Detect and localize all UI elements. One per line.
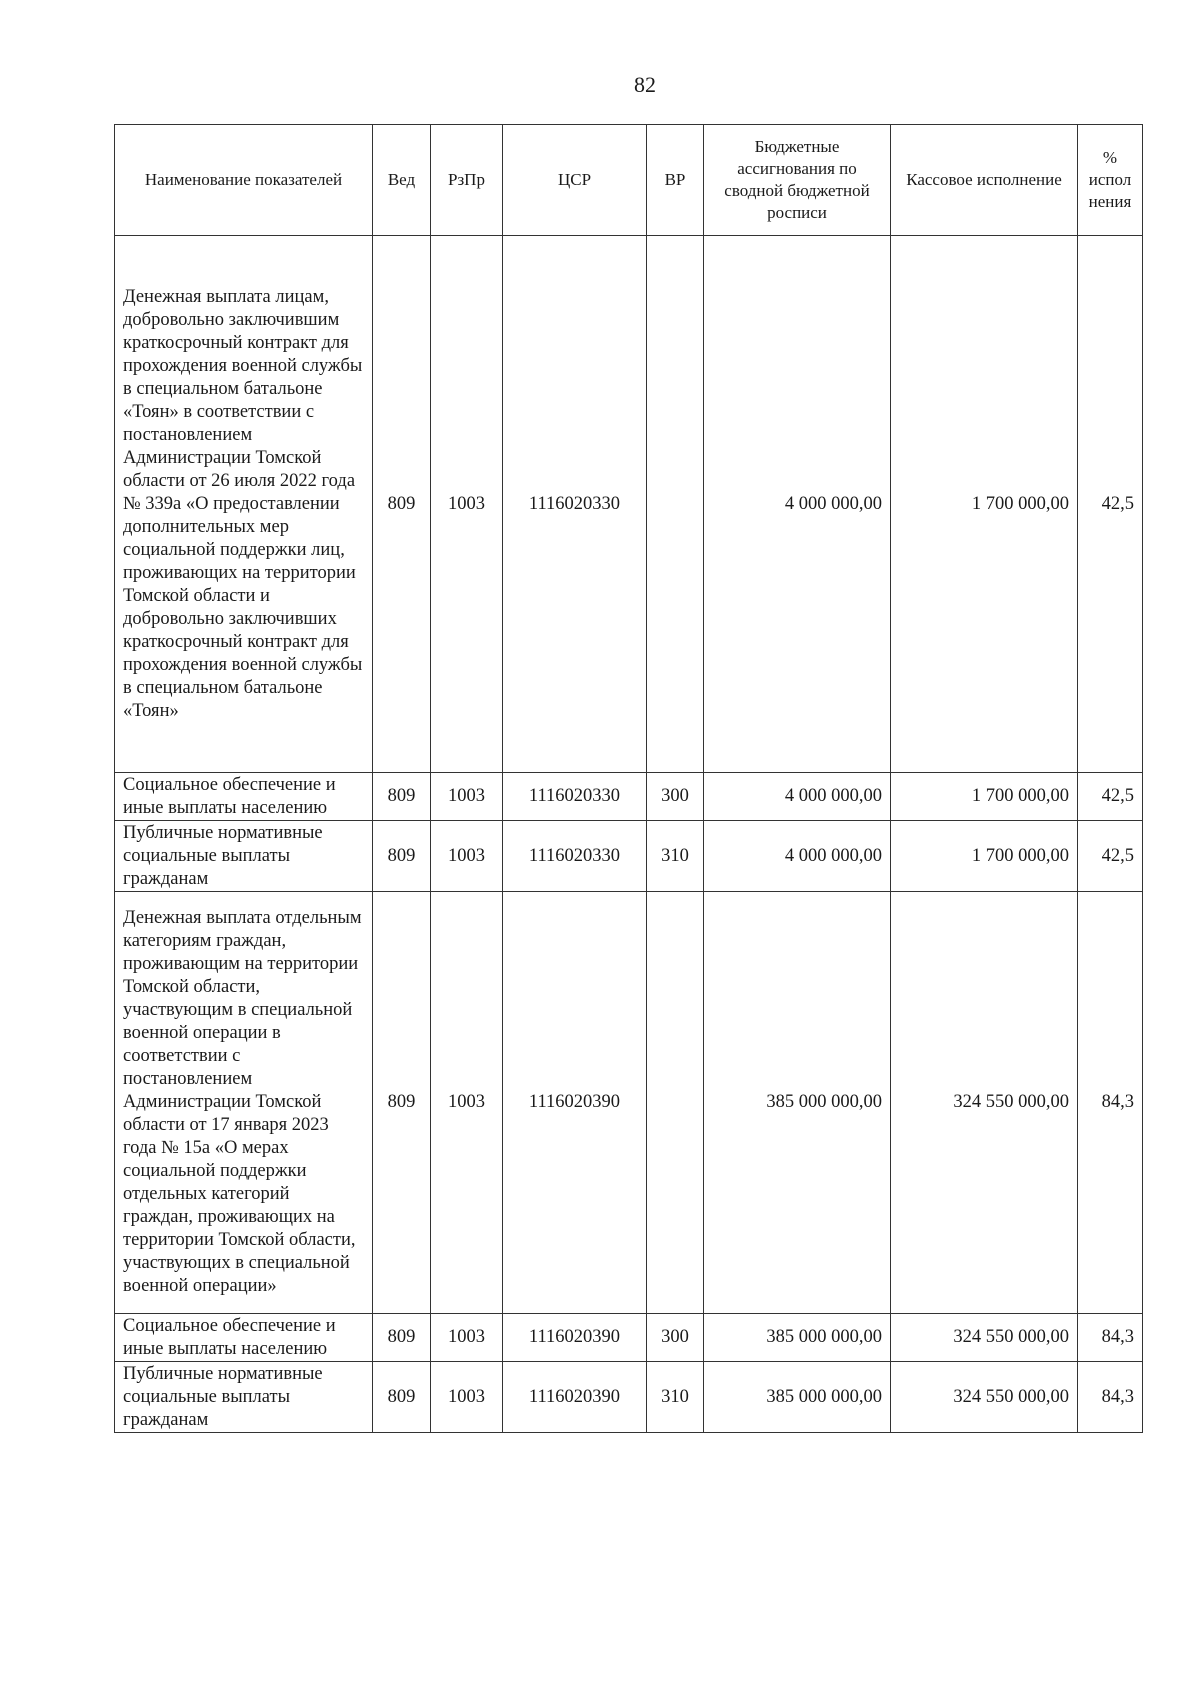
row-budget: 385 000 000,00 [704,1314,891,1362]
header-csr: ЦСР [503,125,647,236]
table-row [115,821,1143,892]
row-vr: 300 [647,773,704,821]
row-percent: 42,5 [1078,821,1143,892]
row-budget: 4 000 000,00 [704,236,891,773]
row-ved: 809 [373,236,431,773]
row-cash: 324 550 000,00 [891,1362,1078,1433]
header-name: Наименование показателей [115,125,373,236]
row-name: Социальное обеспечение и иные выплаты населению [115,773,373,821]
row-ved: 809 [373,892,431,1314]
row-ved: 809 [373,1362,431,1433]
row-vr: 310 [647,821,704,892]
row-budget: 4 000 000,00 [704,773,891,821]
header-budget: Бюджетные ассигнования по сводной бюджетной росписи [704,125,891,236]
row-percent: 84,3 [1078,1314,1143,1362]
row-ved: 809 [373,821,431,892]
row-name: Публичные нормативные социальные выплаты гражданам [115,821,373,892]
row-csr: 1116020390 [503,1362,647,1433]
row-name: Денежная выплата отдельным категориям граждан, проживающим на территории Томской области, участвующим в специальной военной операции в соответствии с постановлением Администрации Томской области от 17 января 2023 года № 15а «О мерах социальной поддержки отдельных категорий граждан, проживающих на территории Томской области, участвующих в специальной военной операции» [115,892,373,1314]
row-rzpr: 1003 [431,892,503,1314]
row-csr: 1116020390 [503,1314,647,1362]
table-row [115,892,1143,1314]
header-vr: ВР [647,125,704,236]
table-row [115,773,1143,821]
row-cash: 324 550 000,00 [891,1314,1078,1362]
table-row [115,236,1143,773]
row-budget: 4 000 000,00 [704,821,891,892]
row-vr [647,892,704,1314]
row-rzpr: 1003 [431,236,503,773]
row-percent: 42,5 [1078,236,1143,773]
row-cash: 324 550 000,00 [891,892,1078,1314]
header-ved: Вед [373,125,431,236]
row-name: Социальное обеспечение и иные выплаты населению [115,1314,373,1362]
row-percent: 84,3 [1078,1362,1143,1433]
budget-execution-table [114,124,1143,1433]
row-csr: 1116020330 [503,773,647,821]
row-ved: 809 [373,773,431,821]
row-cash: 1 700 000,00 [891,773,1078,821]
header-rzpr: РзПр [431,125,503,236]
table-row [115,1314,1143,1362]
row-vr: 310 [647,1362,704,1433]
row-budget: 385 000 000,00 [704,892,891,1314]
row-csr: 1116020330 [503,236,647,773]
row-cash: 1 700 000,00 [891,236,1078,773]
row-csr: 1116020390 [503,892,647,1314]
table-row [115,1362,1143,1433]
page-number: 82 [634,72,656,97]
header-percent: % испол нения [1078,125,1143,236]
table-header-row [115,125,1143,236]
row-name: Публичные нормативные социальные выплаты гражданам [115,1362,373,1433]
row-cash: 1 700 000,00 [891,821,1078,892]
row-percent: 42,5 [1078,773,1143,821]
row-vr: 300 [647,1314,704,1362]
row-ved: 809 [373,1314,431,1362]
row-rzpr: 1003 [431,1314,503,1362]
row-name: Денежная выплата лицам, добровольно заключившим краткосрочный контракт для прохождения военной службы в специальном батальоне «Тоян» в соответствии с постановлением Администрации Томской области от 26 июля 2022 года № 339а «О предоставлении дополнительных мер социальной поддержки лиц, проживающих на территории Томской области и добровольно заключивших краткосрочный контракт для прохождения военной службы в специальном батальоне «Тоян» [115,236,373,773]
row-percent: 84,3 [1078,892,1143,1314]
header-cash: Кассовое исполнение [891,125,1078,236]
row-rzpr: 1003 [431,773,503,821]
row-csr: 1116020330 [503,821,647,892]
row-rzpr: 1003 [431,1362,503,1433]
row-budget: 385 000 000,00 [704,1362,891,1433]
row-vr [647,236,704,773]
row-rzpr: 1003 [431,821,503,892]
